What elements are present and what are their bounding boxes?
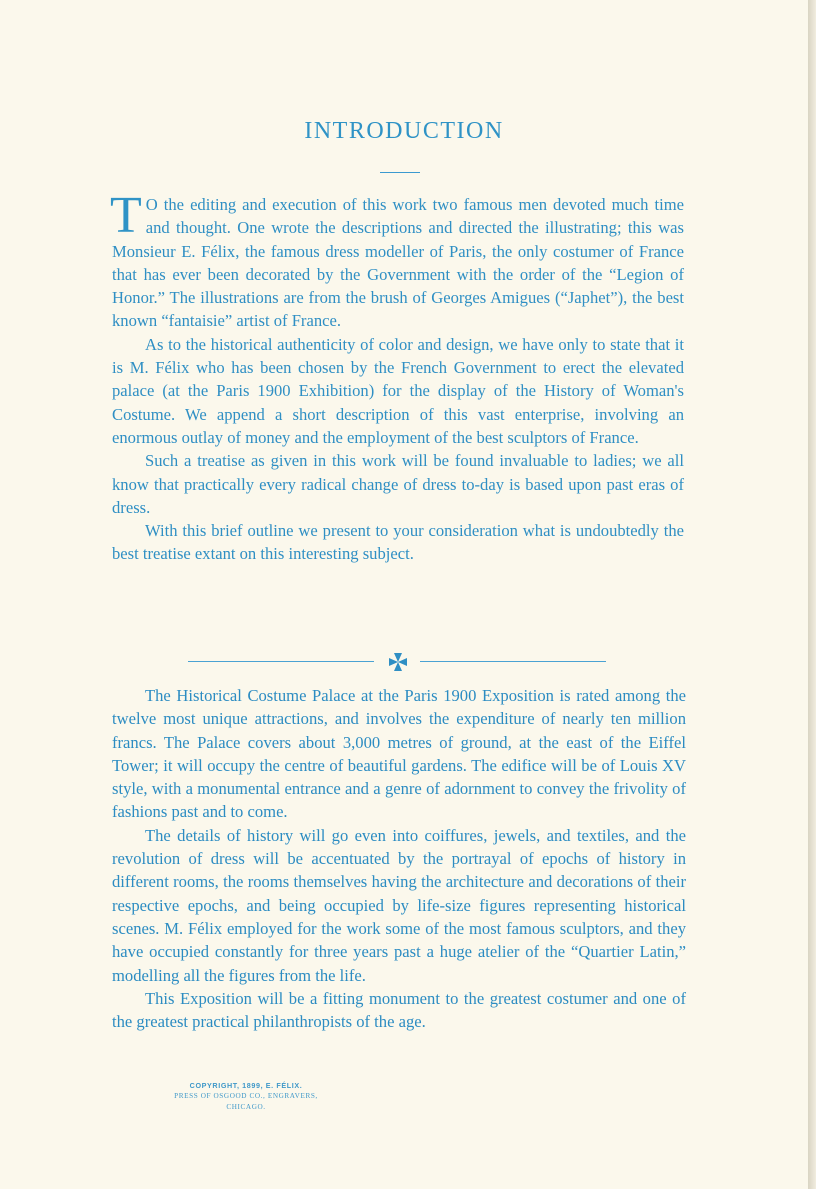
copyright-notice: [141, 1080, 351, 1113]
paragraph-6: The details of history will go even into coiffures, jewels, and textiles, and the revolution of dress will be accentuated by the portrayal of epochs of history in different rooms, the rooms themselves having the architecture and decorations of their respective epochs, and being occupied by life-size figures representing historical scenes. M. Félix employed for the work some of the most famous sculptors, and they have occupied constantly for three years past a huge atelier of the “Quartier Latin,” modelling all the figures from the life.: [112, 825, 686, 985]
title-underline: [380, 172, 420, 173]
paragraph-1: [110, 187, 684, 333]
paragraph-4: With this brief outline we present to your consideration what is undoubtedly the best treatise extant on this interesting subject.: [112, 521, 684, 564]
paragraph-2: As to the historical authenticity of color and design, we have only to state that it is M. Félix who has been chosen by the French Government to erect the elevated palace (at the Paris 1900 Exhibition) for the display of the History of Woman's Costume. We append a short description of this vast enterprise, involving an enormous outlay of money and the employment of the best sculptors of France.: [112, 334, 684, 447]
paragraph-7: This Exposition will be a fitting monument to the greatest costumer and one of the greatest practical philanthropists of the age.: [112, 988, 686, 1032]
drop-cap: T: [110, 187, 142, 244]
divider-line-left: [188, 661, 374, 662]
paragraph-5: The Historical Costume Palace at the Paris 1900 Exposition is rated among the twelve most unique attractions, and involves the expenditure of nearly ten million francs. The Palace covers about 3,000 metres of ground, at the east of the Eiffel Tower; it will occupy the centre of beautiful gardens. The edifice will be of Louis XV style, with a monumental entrance and a genre of adornment to convey the frivolity of fashions past and to come.: [112, 686, 686, 822]
press-line: PRESS OF OSGOOD CO., ENGRAVERS,: [174, 1092, 318, 1100]
introduction-section: [110, 187, 684, 566]
copyright-line: COPYRIGHT, 1899, E. FÉLIX.: [189, 1081, 303, 1090]
city-line: CHICAGO.: [226, 1103, 266, 1111]
page-title: INTRODUCTION: [304, 118, 504, 144]
page-edge: [808, 0, 816, 1189]
divider-line-right: [420, 661, 606, 662]
paragraph-1-text: O the editing and execution of this work two famous men devoted much time and thought. One wrote the descriptions and directed the illustrating; this was Monsieur E. Félix, the famous dress modeller of Paris, the only costumer of France that has ever been decorated by the Government with the order of the “Legion of Honor.” The illustrations are from the brush of Georges Amigues (“Japhet”), the best known “fantaisie” artist of France.: [112, 195, 684, 331]
section-divider: [188, 652, 606, 672]
maltese-cross-icon: [388, 652, 408, 672]
paragraph-3: Such a treatise as given in this work will be found invaluable to ladies; we all know that practically every radical change of dress to-day is based upon past eras of dress.: [112, 451, 684, 517]
exposition-section: [112, 684, 686, 1033]
